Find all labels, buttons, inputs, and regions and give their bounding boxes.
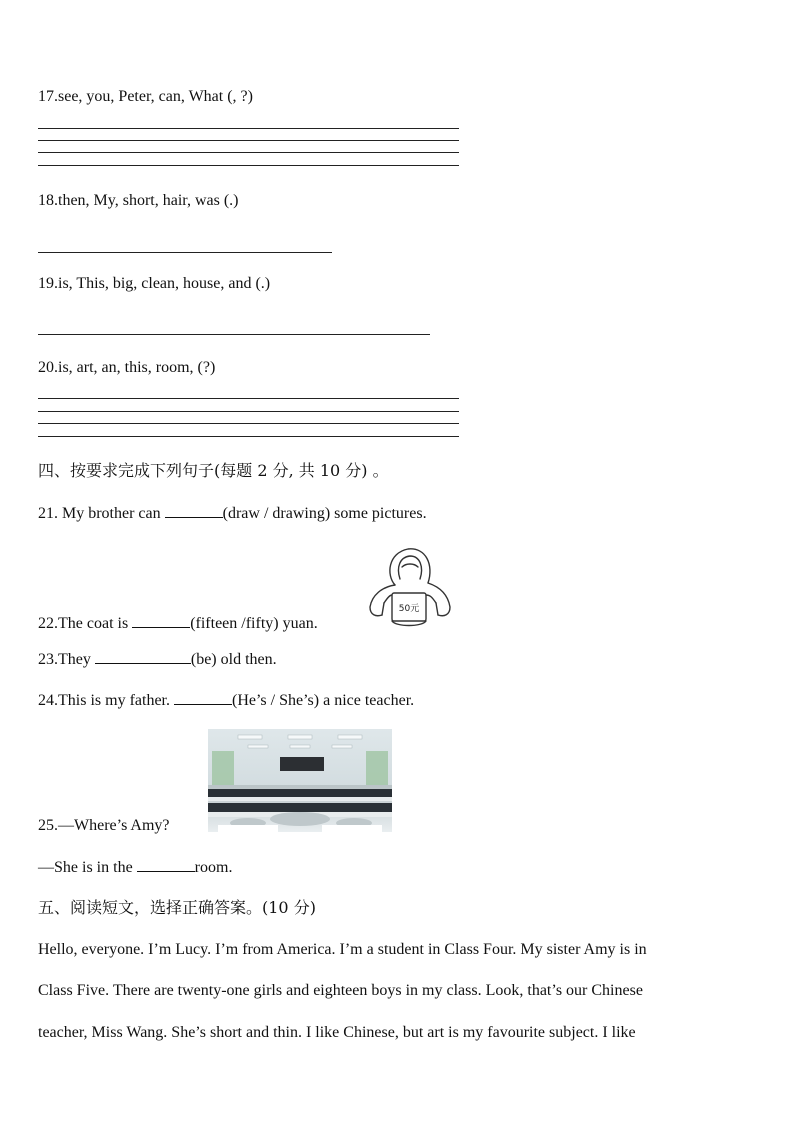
question-24-options: (He’s / She’s) a nice teacher. — [231, 692, 415, 709]
passage-line: Class Five. There are twenty-one girls and eighteen boys in my class. Look, that’s our Chinese — [38, 982, 643, 999]
answer-line — [38, 165, 459, 166]
question-25-answer — [38, 857, 232, 878]
answer-line — [38, 334, 430, 335]
answer-line — [38, 436, 459, 437]
answer-line — [38, 128, 459, 129]
answer-line — [38, 398, 459, 399]
question-22-options: (fifteen /fifty) yuan. — [190, 615, 318, 632]
coat-price-tag: 50元 — [398, 604, 420, 614]
question-22 — [38, 613, 318, 634]
answer-line — [38, 411, 459, 412]
question-25: 25.—Where’s Amy? — [38, 817, 170, 834]
answer-line — [38, 152, 459, 153]
fill-blank[interactable] — [165, 503, 223, 518]
question-25-answer-text: —She is in the — [38, 859, 137, 876]
question-21-options: (draw / drawing) some pictures. — [222, 505, 427, 522]
fill-blank[interactable] — [137, 857, 195, 872]
question-21-text: 21. My brother can — [38, 505, 165, 522]
question-20: 20.is, art, an, this, room, (?) — [38, 359, 216, 376]
question-23-options: (be) old then. — [190, 651, 277, 668]
question-25-answer-tail: room. — [194, 859, 233, 876]
question-19: 19.is, This, big, clean, house, and (.) — [38, 275, 271, 292]
section-4-heading: 四、按要求完成下列句子(每题 2 分, 共 10 分) 。 — [38, 461, 389, 480]
passage-line: teacher, Miss Wang. She’s short and thin. I like Chinese, but art is my favourite subject. I like — [38, 1024, 636, 1041]
question-17: 17.see, you, Peter, can, What (, ?) — [38, 88, 253, 105]
question-23 — [38, 649, 277, 670]
fill-blank[interactable] — [132, 613, 190, 628]
question-23-text: 23.They — [38, 651, 95, 668]
answer-line — [38, 140, 459, 141]
fill-blank[interactable] — [95, 649, 191, 664]
question-24 — [38, 690, 414, 711]
computer-room-picture — [208, 729, 392, 832]
fill-blank[interactable] — [174, 690, 232, 705]
question-24-text: 24.This is my father. — [38, 692, 174, 709]
answer-line — [38, 252, 332, 253]
coat-drawing — [362, 545, 456, 631]
section-5-heading: 五、阅读短文，选择正确答案。(10 分) — [38, 898, 316, 917]
question-22-text: 22.The coat is — [38, 615, 133, 632]
answer-line — [38, 423, 459, 424]
question-18: 18.then, My, short, hair, was (.) — [38, 192, 239, 209]
passage-line: Hello, everyone. I’m Lucy. I’m from America. I’m a student in Class Four. My sister Amy is in — [38, 941, 647, 958]
question-21 — [38, 503, 427, 524]
